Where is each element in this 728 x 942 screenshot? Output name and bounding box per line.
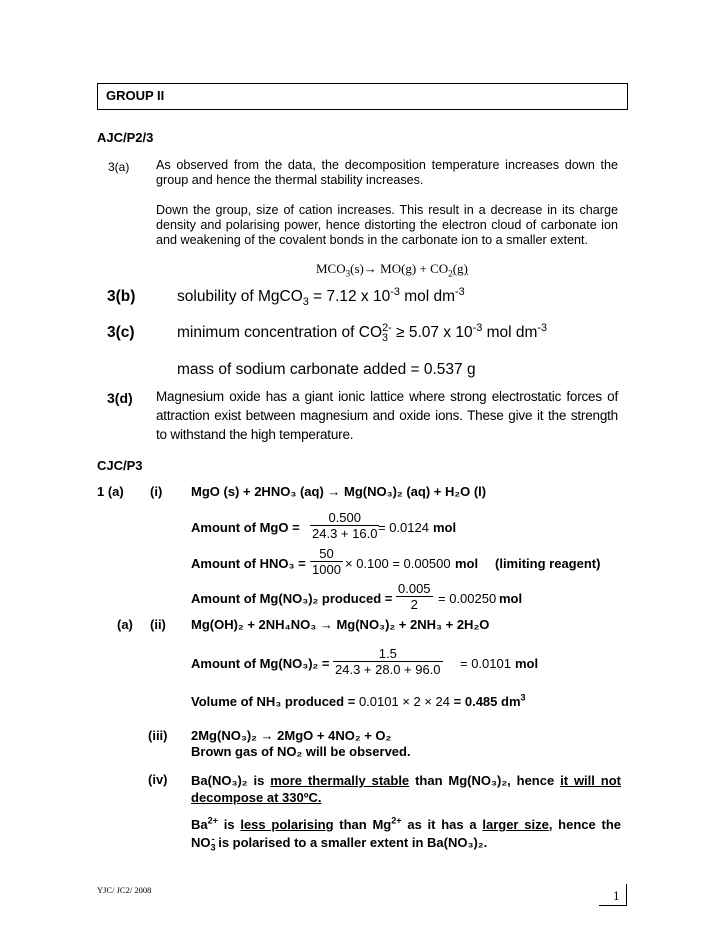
mgo-result: = 0.0124 [378,520,429,535]
source-label-ajc: AJC/P2/3 [97,130,154,145]
part-iv-paragraph-1: Ba(NO₃)₂ is more thermally stable than Mg(NO₃)₂, hence it will not decompose at 330ºC. [191,773,622,805]
page-number-box [599,884,627,906]
nh3-volume [191,694,526,709]
question-3c-label: 3(c) [107,324,135,341]
limiting-reagent-note: (limiting reagent) [495,556,601,571]
eq-arrow: → [363,261,377,276]
section-header-box [97,83,628,110]
ii-fraction [333,646,443,677]
q3c-answer [177,321,548,345]
eq-sub: 3 [345,268,351,279]
q3a-paragraph-2: Down the group, size of cation increases. This result in a decrease in its charge density and polarising power, hence distorting the electron cloud of carbonate ion and weakening of the covalent bonds in the carbonate ion to a smaller extent. [156,203,618,247]
nh3-exp: 3 [520,692,526,703]
mgo-fraction [310,510,379,541]
ii-unit: mol [515,656,539,671]
footer-school-code: YJC/ JC2/ 2008 [97,885,152,895]
q3c-text: minimum concentration of CO [177,324,383,341]
part-a-label: (a) [117,617,133,632]
part-i-equation: MgO (s) + 2HNO₃ (aq) → Mg(NO₃)₂ (aq) + H₂O (l) [191,484,487,499]
question-3a-label: 3(a) [108,160,130,174]
nh3-calc: 0.0101 × 2 × 24 [358,694,451,709]
q3b-exp: -3 [390,285,400,298]
mgno3-denominator: 2 [396,596,433,612]
mgo-amount-label: Amount of MgO = [191,520,300,535]
eq-state: (s) [350,261,364,276]
part-iii-equation: 2Mg(NO₃)₂ → 2MgO + 4NO₂ + O₂ [191,728,392,743]
mgno3-numerator: 0.005 [398,581,431,596]
eq-state-g: g [405,261,412,276]
q3c-unit-exp: -3 [537,321,548,334]
q3b-sub: 3 [302,296,309,309]
ii-denominator: 24.3 + 28.0 + 96.0 [335,662,441,677]
part-ii-equation: Mg(OH)₂ + 2NH₄NO₃ → Mg(NO₃)₂ + 2NH₃ + 2H₂O [191,617,490,632]
hno3-denominator: 1000 [312,562,341,577]
eq-reactant: MCO [316,261,346,276]
hno3-result: × 0.100 = 0.00500 [345,556,451,571]
mgno3-unit: mol [499,591,523,606]
part-iv-paragraph-2: $Ba^{2+}$ is less polarising than $Mg^{2+}$ as it has a larger size, hence the $NO_3^-$ is polarised to a smaller extent in Ba(NO₃)₂. [191,815,621,853]
q3b-unit: mol dm [399,288,456,305]
q3b-unit-exp: -3 [455,285,465,298]
nh3-result: = 0.485 dm [453,694,521,709]
part-ii-label: (ii) [150,617,166,632]
hno3-numerator: 50 [319,546,334,561]
q3b-value: = 7.12 x 10 [308,288,391,305]
eq-product-2: ) + CO [411,261,449,276]
question-3b-label: 3(b) [107,288,136,305]
q3b-text: solubility of MgCO [177,288,303,305]
ii-numerator: 1.5 [378,646,397,661]
q3c-mass: mass of sodium carbonate added = 0.537 g [177,361,476,378]
ii-result: = 0.0101 [460,656,511,671]
q3d-paragraph: Magnesium oxide has a giant ionic lattice where strong electrostatic forces of attraction exist between magnesium and oxide ions. These give it the strength to withstand the high temperature. [156,389,618,442]
mgo-denominator: 24.3 + 16.0 [312,526,378,541]
eq-product-1: MO( [376,261,406,276]
section-title: GROUP II [106,88,165,103]
part-iii-observation: Brown gas of NO₂ will be observed. [191,744,411,759]
q3c-value: ≥ 5.07 x 10 [391,324,473,341]
mgno3-produced-label: Amount of Mg(NO₃)₂ produced = [191,591,393,606]
nh3-label: Volume of NH₃ produced = [191,694,356,709]
q3c-sub: 3 [382,332,389,345]
hno3-fraction [310,546,343,577]
q3c-unit: mol dm [482,324,538,341]
q3c-exp: -3 [472,321,483,334]
eq-state-g2: (g) [452,261,468,276]
page-number: 1 [613,888,620,903]
mgno3-result: = 0.00250 [438,591,497,606]
hno3-amount-label: Amount of HNO₃ = [191,556,306,571]
mgno3-fraction [396,581,433,612]
question-1a-label: 1 (a) [97,484,124,499]
q3a-paragraph-1: As observed from the data, the decomposition temperature increases down the group and hence the thermal stability increases. [156,158,618,187]
part-iii-label: (iii) [148,728,168,743]
part-i-label: (i) [150,484,163,499]
mgo-unit: mol [433,520,457,535]
part-iv-label: (iv) [148,772,168,787]
q3c-sup: 2- [382,321,392,334]
ii-amount-label: Amount of Mg(NO₃)₂ = [191,656,330,671]
eq-sub-2: 2 [448,268,453,279]
source-label-cjc: CJC/P3 [97,458,143,473]
question-3d-label: 3(d) [107,390,133,406]
q3a-equation [316,261,468,277]
mgo-numerator: 0.500 [328,510,361,525]
q3b-answer [177,285,465,309]
hno3-unit: mol [455,556,479,571]
